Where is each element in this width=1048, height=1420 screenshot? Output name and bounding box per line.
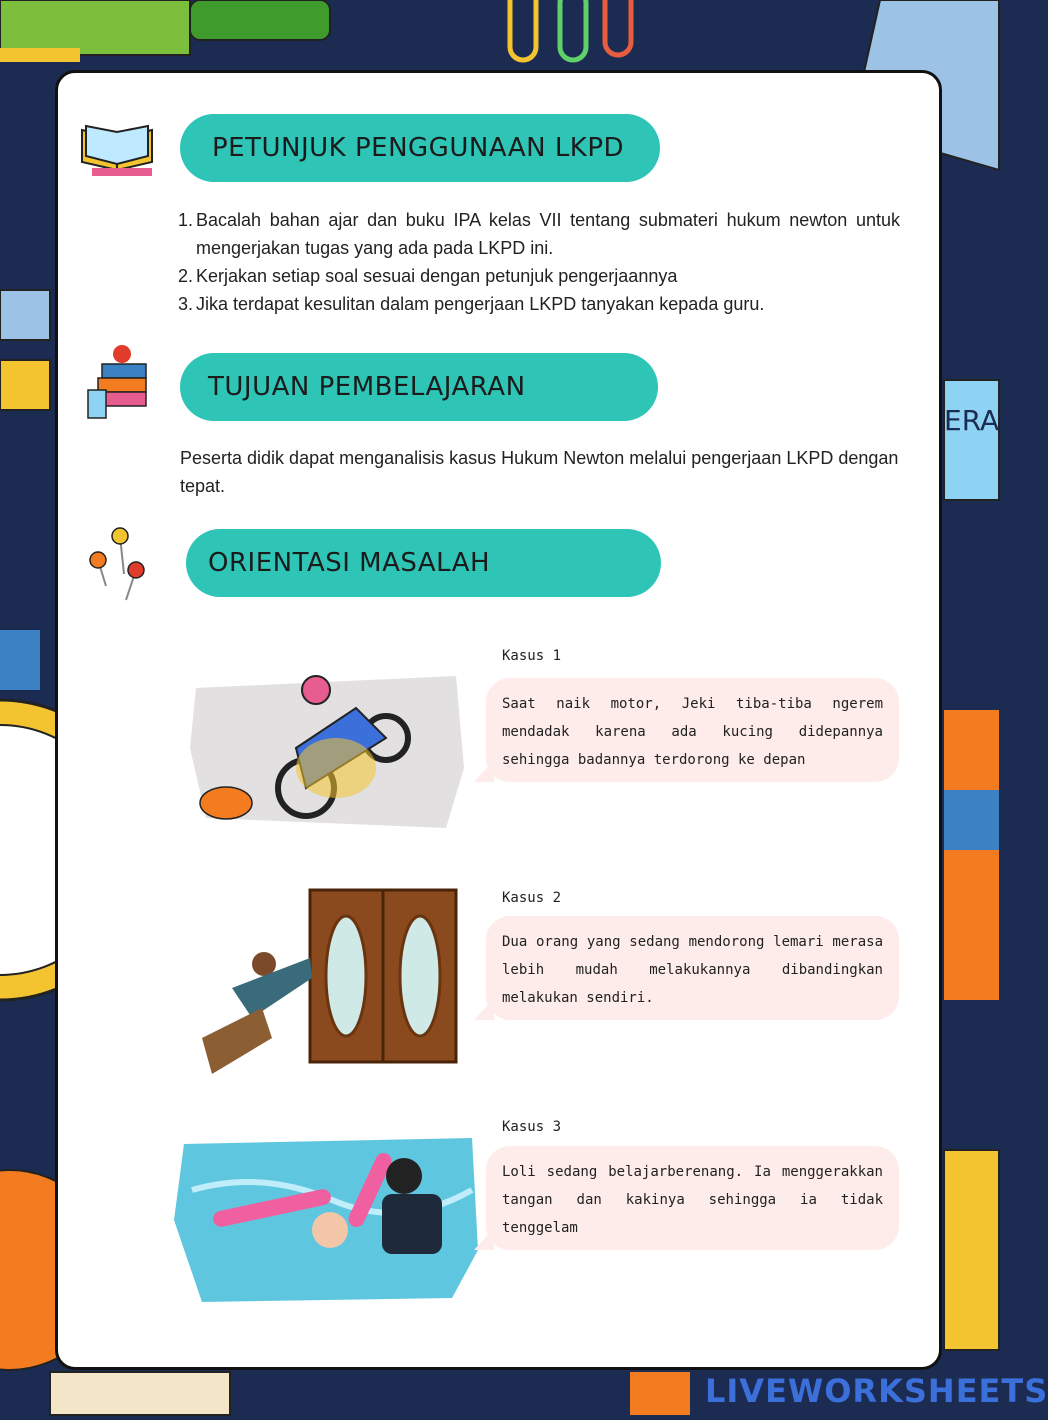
petunjuk-list <box>178 206 900 318</box>
case-label-1: Kasus 1 <box>502 648 562 664</box>
orientasi-title: ORIENTASI MASALAH <box>208 548 491 578</box>
case-text-1: Saat naik motor, Jeki tiba-tiba ngerem mendadak karena ada kucing didepannya sehingga badannya terdorong ke depan <box>502 696 883 768</box>
binder-clip-decoration <box>0 260 56 420</box>
list-text: Bacalah bahan ajar dan buku IPA kelas VII tentang submateri hukum newton untuk mengerjakan tugas yang ada pada LKPD ini. <box>196 210 900 258</box>
section-title-petunjuk <box>180 114 660 182</box>
case-label-3: Kasus 3 <box>502 1119 562 1135</box>
trophy-decoration <box>944 1130 999 1370</box>
case-label-2: Kasus 2 <box>502 890 562 906</box>
swimming-illustration <box>172 1130 478 1306</box>
alarm-clock-decoration <box>0 600 56 1020</box>
case-text-2: Dua orang yang sedang mendorong lemari merasa lebih mudah melakukannya dibandingkan melakukan sendiri. <box>502 934 883 1006</box>
list-number: 1. <box>178 210 194 230</box>
tujuan-text: Peserta didik dapat menganalisis kasus Hukum Newton melalui pengerjaan LKPD dengan tepat. <box>180 448 899 496</box>
globe-decoration <box>0 1160 56 1370</box>
list-text: Kerjakan setiap soal sesuai dengan petunjuk pengerjaannya <box>196 266 678 286</box>
ticket-text: ERA <box>944 404 1000 437</box>
books-apple-icon <box>84 340 154 422</box>
tujuan-title: TUJUAN PEMBELAJARAN <box>208 372 526 402</box>
section-title-orientasi <box>186 529 661 597</box>
book-stack-decoration <box>0 0 330 62</box>
list-item <box>178 206 900 262</box>
bottom-books-decoration <box>50 1372 690 1415</box>
case-text-3: Loli sedang belajarberenang. Ia menggerakkan tangan dan kakinya sehingga ia tidak tenggelam <box>502 1164 883 1236</box>
petunjuk-title: PETUNJUK PENGGUNAAN LKPD <box>212 133 625 163</box>
case-bubble-2 <box>486 916 899 1020</box>
paperclip-decoration <box>500 0 650 65</box>
case-bubble-3 <box>486 1146 899 1250</box>
ticket-decoration <box>944 370 999 510</box>
liveworksheets-watermark: LIVEWORKSHEETS <box>705 1372 1048 1410</box>
orange-object-decoration <box>944 710 999 1000</box>
case-bubble-1 <box>486 678 899 782</box>
list-number: 2. <box>178 266 194 286</box>
pushpin-icon <box>82 526 152 606</box>
list-item <box>178 262 900 290</box>
open-book-icon <box>72 110 162 180</box>
motorcycle-illustration <box>186 668 466 836</box>
list-text: Jika terdapat kesulitan dalam pengerjaan LKPD tanyakan kepada guru. <box>196 294 765 314</box>
wardrobe-push-illustration <box>192 888 462 1078</box>
list-number: 3. <box>178 294 194 314</box>
section-title-tujuan <box>180 353 658 421</box>
list-item <box>178 290 900 318</box>
